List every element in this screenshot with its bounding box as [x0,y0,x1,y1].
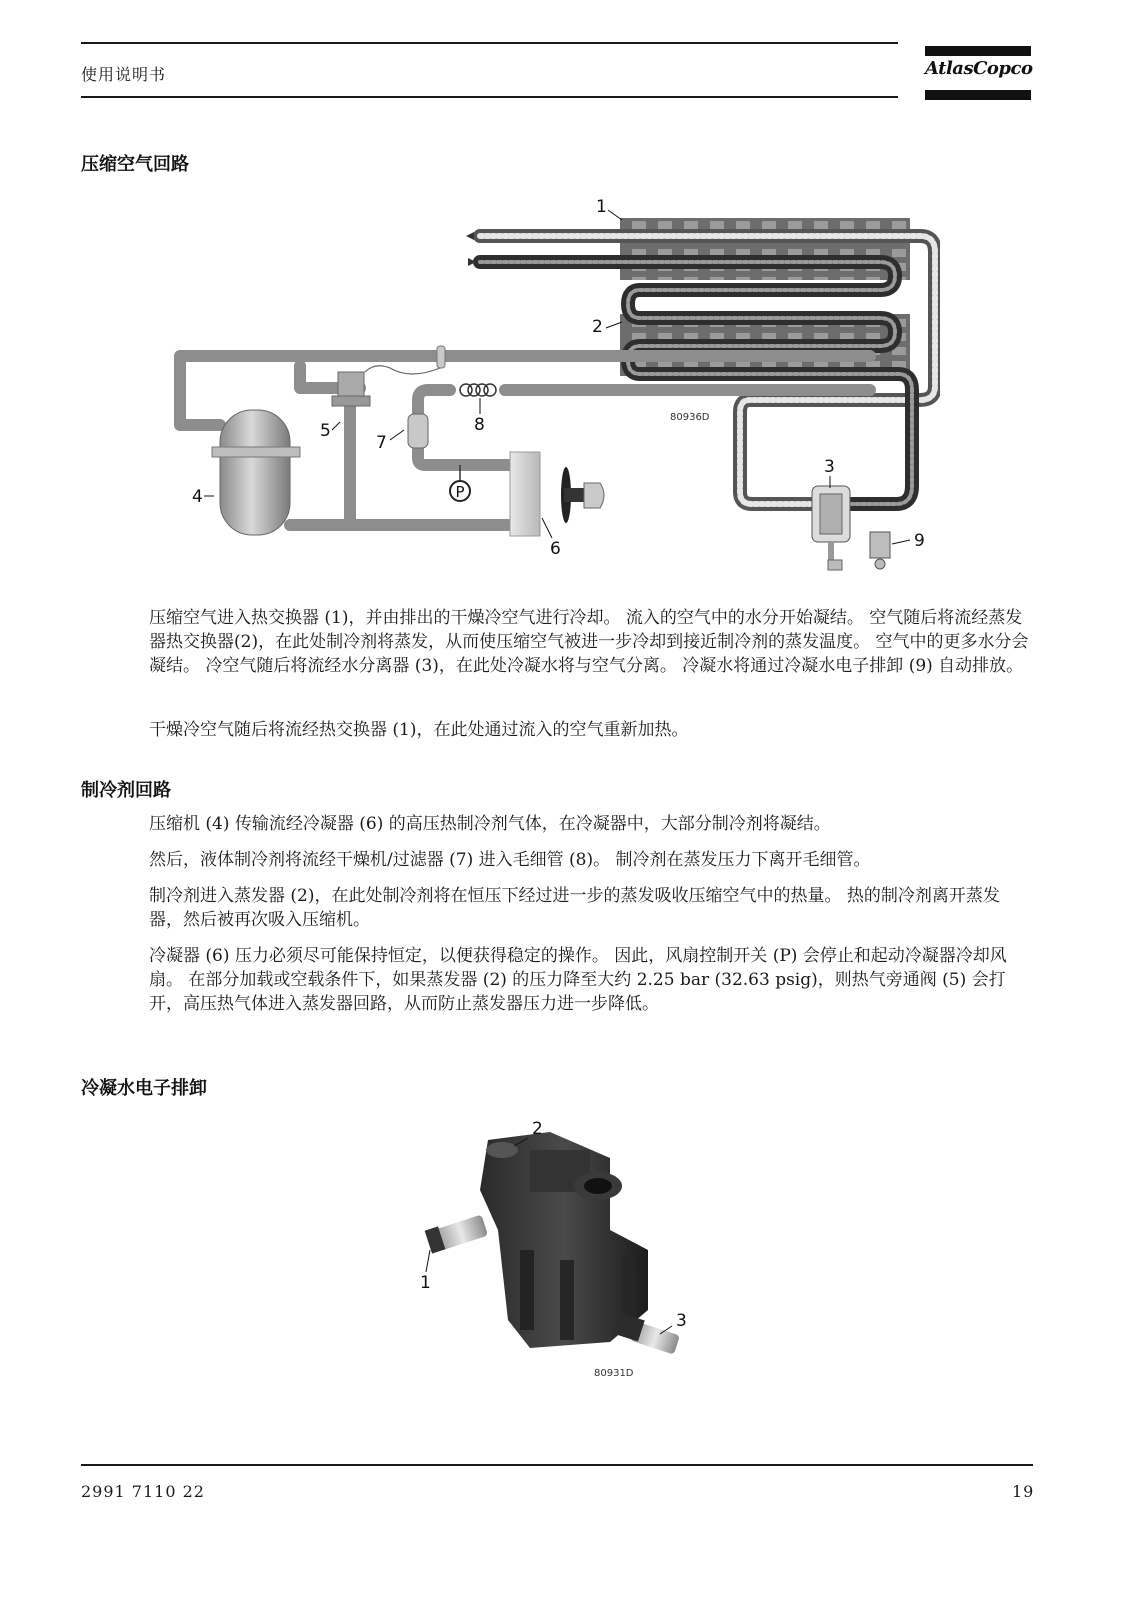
footer-rule [81,1464,1033,1466]
atlas-copco-logo: AtlasCopco [925,46,1031,100]
callout-8: 8 [474,415,485,435]
callout-9: 9 [914,531,925,551]
page-number: 19 [1012,1482,1035,1501]
header-top-rule [81,42,898,44]
compressed-air-circuit-diagram [160,190,940,590]
drain-callout-1: 1 [420,1273,431,1293]
callout-1: 1 [596,197,607,217]
section-heading-compressed-air: 压缩空气回路 [81,154,189,175]
figure-code: 80936D [670,412,710,423]
pressure-switch-symbol: P [455,483,465,501]
section-heading-electronic-drain: 冷凝水电子排卸 [81,1078,207,1099]
header-bottom-rule [81,96,898,98]
header-title: 使用说明书 [81,65,167,84]
electronic-drain-photo [410,1110,710,1390]
callout-6: 6 [550,539,561,559]
callout-7: 7 [376,433,387,453]
callout-4: 4 [192,487,203,507]
paragraph-refrigerant-4: 冷凝器 (6) 压力必须尽可能保持恒定，以便获得稳定的操作。 因此，风扇控制开关 (P) 会停止和起动冷凝器冷却风扇。 在部分加载或空载条件下，如果蒸发器 (2) 的压力降至大约 2.25 bar (32.63 psig)，则热气旁通阀 (5) 会打开，高压热气体进入蒸发器回路，从而防止蒸发器压力进一步降低。 [149,946,1007,1014]
document-number: 2991 7110 22 [81,1482,205,1501]
paragraph-air-circuit-2: 干燥冷空气随后将流经热交换器 (1)，在此处通过流入的空气重新加热。 [149,720,689,740]
paragraph-refrigerant-1: 压缩机 (4) 传输流经冷凝器 (6) 的高压热制冷剂气体，在冷凝器中，大部分制冷剂将凝结。 [149,814,831,834]
drain-callout-3: 3 [676,1311,687,1331]
drain-figure-code: 80931D [594,1368,634,1379]
callout-5: 5 [320,421,331,441]
section-heading-refrigerant: 制冷剂回路 [81,780,171,801]
paragraph-refrigerant-2: 然后，液体制冷剂将流经干燥机/过滤器 (7) 进入毛细管 (8)。 制冷剂在蒸发压力下离开毛细管。 [149,850,871,870]
paragraph-air-circuit-1: 压缩空气进入热交换器 (1)，并由排出的干燥冷空气进行冷却。 流入的空气中的水分开始凝结。 空气随后将流经蒸发器热交换器(2)，在此处制冷剂将蒸发，从而使压缩空气被进一步冷却到接近制冷剂的蒸发温度。 空气中的更多水分会凝结。 冷空气随后将流经水分离器 (3)，在此处冷凝水将与空气分离。 冷凝水将通过冷凝水电子排卸 (9) 自动排放。 [149,608,1029,676]
drain-callout-2: 2 [532,1119,543,1139]
paragraph-refrigerant-3: 制冷剂进入蒸发器 (2)，在此处制冷剂将在恒压下经过进一步的蒸发吸收压缩空气中的热量。 热的制冷剂离开蒸发器，然后被再次吸入压缩机。 [149,886,1000,930]
callout-3: 3 [824,457,835,477]
callout-2: 2 [592,317,603,337]
